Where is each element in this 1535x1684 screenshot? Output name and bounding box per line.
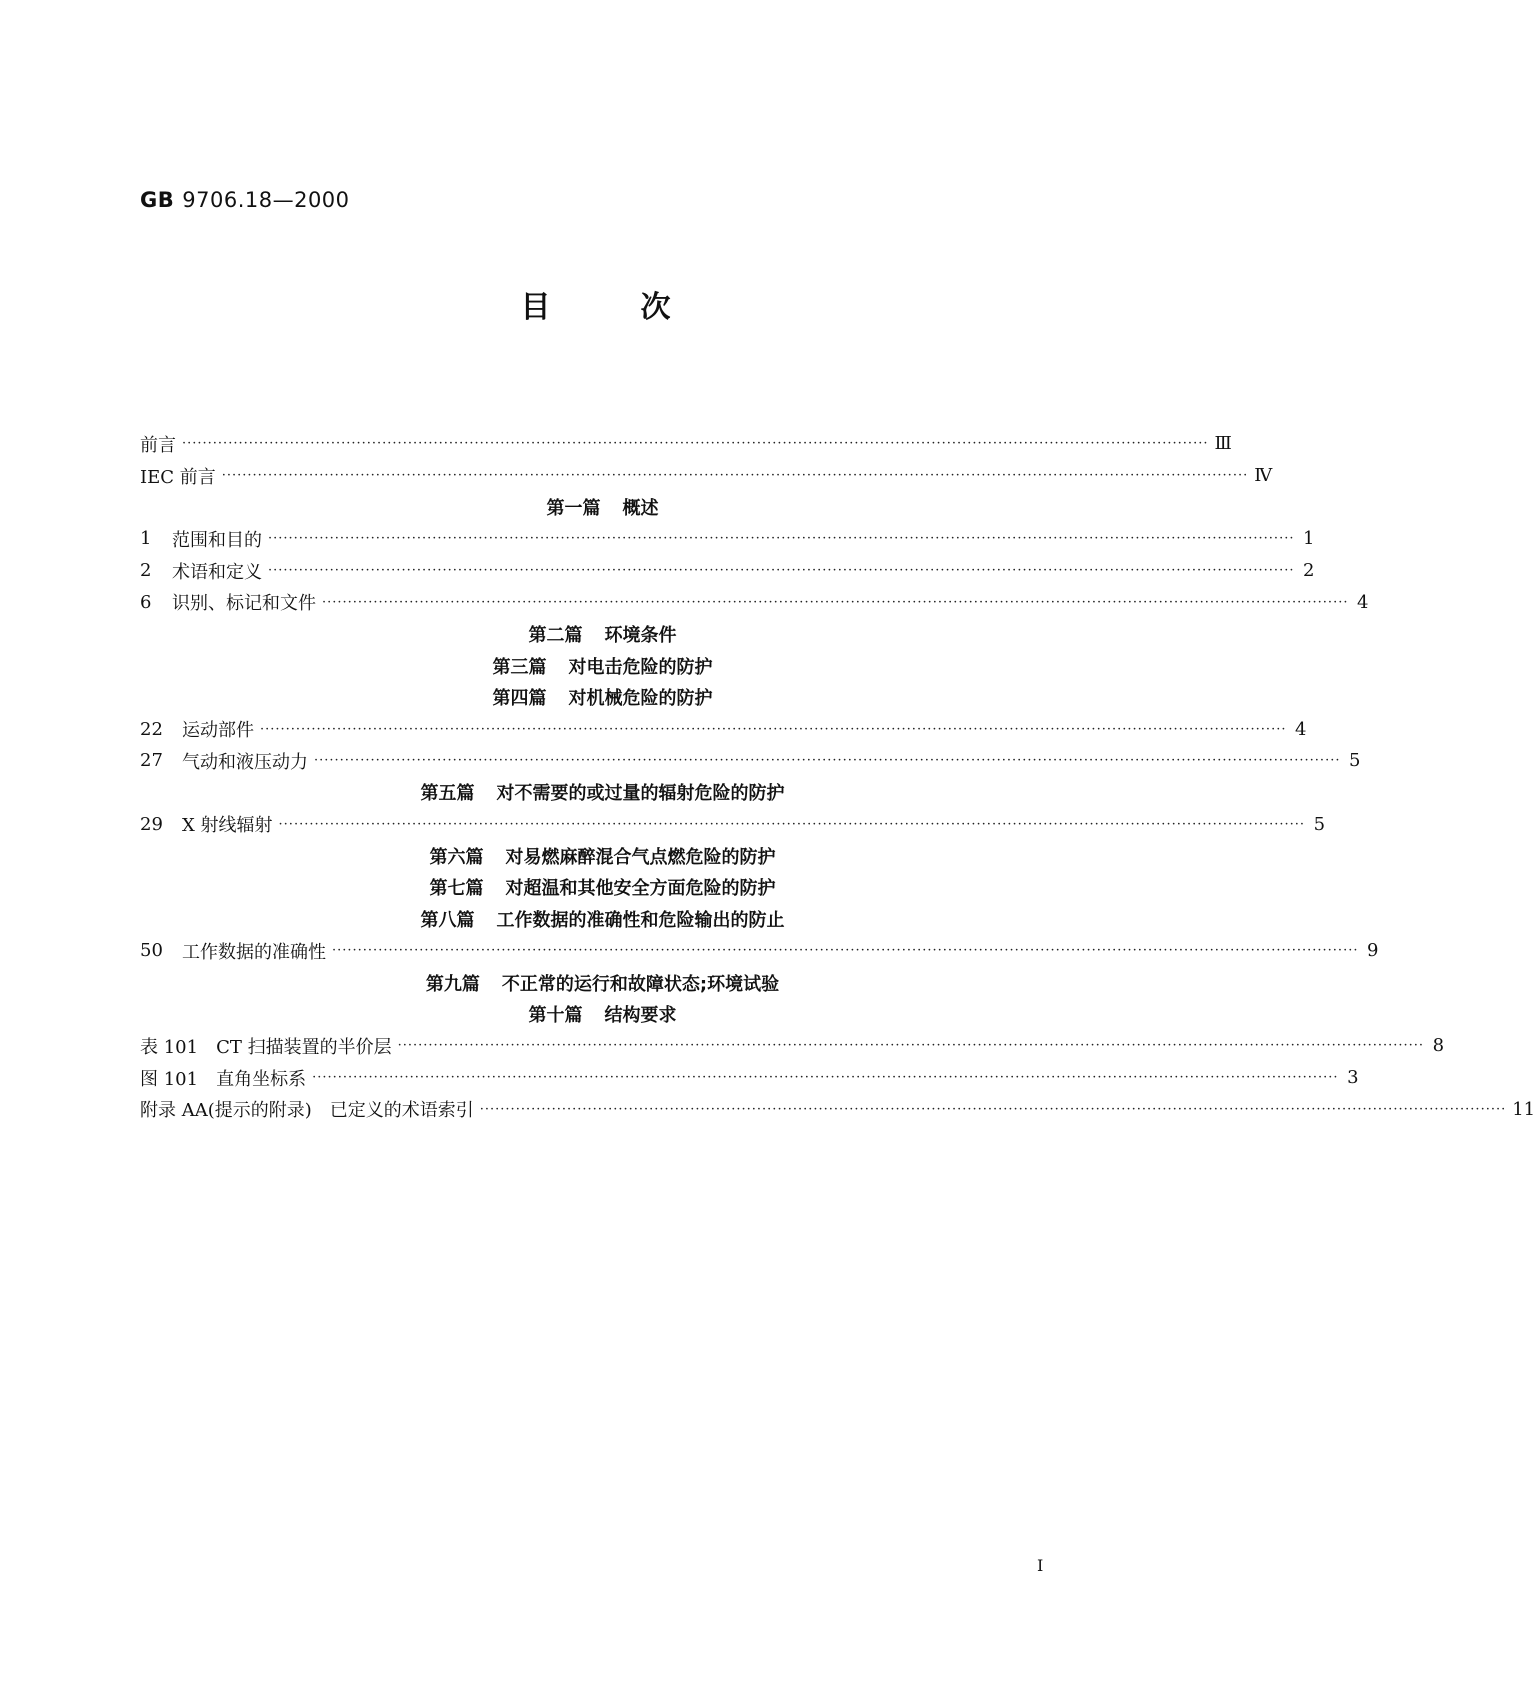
toc-entry-number: 50 (140, 940, 163, 962)
dot-leader: ········································································································································································································ (182, 436, 1209, 452)
dot-leader: ········································································································································································································ (260, 721, 1287, 737)
toc-entry-label: IEC 前言 (140, 466, 216, 488)
toc-entry-page: 8 (1432, 1035, 1445, 1057)
part-number: 第七篇 (429, 878, 484, 900)
part-title: 对机械危险的防护 (568, 688, 713, 710)
toc-entry-page: 9 (1367, 940, 1379, 962)
toc-entry-label: 工作数据的准确性 (182, 941, 326, 963)
toc-entry[interactable] (140, 428, 1232, 460)
toc-part-heading (140, 903, 1065, 935)
toc-entry-number: 27 (140, 750, 163, 772)
part-title: 结构要求 (604, 1005, 677, 1027)
toc-entry-page: 5 (1313, 813, 1326, 835)
toc-entry-number: 1 (140, 528, 152, 550)
toc-entry-page: Ⅳ (1254, 465, 1273, 487)
toc-entry-page: 2 (1303, 560, 1315, 582)
dot-leader: ········································································································································································································ (322, 594, 1349, 610)
toc-entry-label: 图 101 直角坐标系 (140, 1068, 307, 1090)
toc-entry[interactable] (140, 808, 1326, 840)
dot-leader: ········································································································································································································ (268, 531, 1295, 547)
part-title: 对易燃麻醉混合气点燃危险的防护 (505, 846, 776, 868)
part-title: 对不需要的或过量的辐射危险的防护 (496, 783, 785, 805)
part-number: 第八篇 (420, 910, 475, 932)
toc-entry-number: 6 (140, 591, 152, 613)
part-number: 第五篇 (420, 783, 475, 805)
toc-entry[interactable] (140, 555, 1315, 587)
toc-entry-label: 识别、标记和文件 (172, 593, 316, 615)
toc-entry-page: 4 (1357, 591, 1369, 613)
standard-number: 9706.18—2000 (182, 188, 350, 212)
toc-entry-label: 前言 (140, 434, 176, 456)
toc-entry-page: 1 (1303, 528, 1315, 550)
toc-part-heading (140, 682, 1065, 714)
dot-leader: ········································································································································································································ (397, 1038, 1425, 1054)
toc-entry[interactable] (140, 460, 1273, 492)
part-number: 第十篇 (528, 1005, 583, 1027)
toc-part-heading (140, 840, 1065, 872)
toc-entry-label: 表 101 CT 扫描装置的半价层 (140, 1036, 392, 1058)
part-number: 第三篇 (492, 656, 547, 678)
part-number: 第一篇 (546, 498, 601, 520)
toc-part-heading (140, 618, 1065, 650)
part-title: 概述 (622, 498, 659, 520)
toc-entry[interactable] (140, 713, 1307, 745)
dot-leader: ········································································································································································································ (312, 1070, 1339, 1086)
standard-prefix: GB (140, 188, 175, 212)
toc-entry-number: 2 (140, 560, 152, 582)
toc-entry-label: X 射线辐射 (182, 815, 273, 837)
toc-entry-label: 气动和液压动力 (182, 751, 308, 773)
dot-leader: ········································································································································································································ (268, 563, 1295, 579)
toc-entry-page: 3 (1347, 1067, 1359, 1089)
page-title: 目次 (520, 290, 761, 325)
toc-part-heading (140, 998, 1065, 1030)
toc-entry[interactable] (140, 745, 1361, 777)
part-title: 工作数据的准确性和危险输出的防止 (496, 910, 785, 932)
toc-entry-number: 29 (140, 813, 163, 835)
toc-entry[interactable] (140, 935, 1379, 967)
part-number: 第四篇 (492, 688, 547, 710)
part-number: 第九篇 (425, 973, 480, 995)
toc-entry-page: Ⅲ (1214, 433, 1232, 455)
part-title: 不正常的运行和故障状态;环境试验 (501, 973, 780, 995)
toc-entry[interactable] (140, 1030, 1445, 1062)
toc-entry[interactable] (140, 523, 1315, 555)
table-of-contents (140, 428, 1535, 1125)
part-title: 对超温和其他安全方面危险的防护 (505, 878, 776, 900)
toc-entry[interactable] (140, 586, 1369, 618)
toc-entry-page: 4 (1295, 718, 1307, 740)
toc-part-heading (140, 650, 1065, 682)
toc-entry-label: 附录 AA(提示的附录) 已定义的术语索引 (140, 1100, 474, 1122)
toc-entry-page: 11 (1512, 1098, 1535, 1120)
toc-part-heading (140, 967, 1065, 999)
dot-leader: ········································································································································································································ (221, 468, 1249, 484)
toc-part-heading (140, 777, 1065, 809)
toc-entry-number: 22 (140, 718, 163, 740)
toc-part-heading (140, 491, 1065, 523)
part-title: 环境条件 (604, 624, 677, 646)
dot-leader: ········································································································································································································ (314, 753, 1341, 769)
dot-leader: ········································································································································································································ (332, 943, 1359, 959)
toc-part-heading (140, 872, 1065, 904)
dot-leader: ········································································································································································································ (479, 1101, 1507, 1117)
part-number: 第二篇 (528, 624, 583, 646)
dot-leader: ········································································································································································································ (278, 816, 1306, 832)
part-number: 第六篇 (429, 846, 484, 868)
toc-entry-page: 5 (1349, 750, 1361, 772)
toc-entry-label: 术语和定义 (172, 561, 262, 583)
toc-entry-label: 运动部件 (182, 720, 254, 742)
toc-entry[interactable] (140, 1093, 1535, 1125)
toc-entry[interactable] (140, 1062, 1359, 1094)
standard-code (140, 188, 350, 212)
part-title: 对电击危险的防护 (568, 656, 713, 678)
footer-page-number: Ⅰ (1037, 1556, 1044, 1575)
toc-entry-label: 范围和目的 (172, 529, 262, 551)
